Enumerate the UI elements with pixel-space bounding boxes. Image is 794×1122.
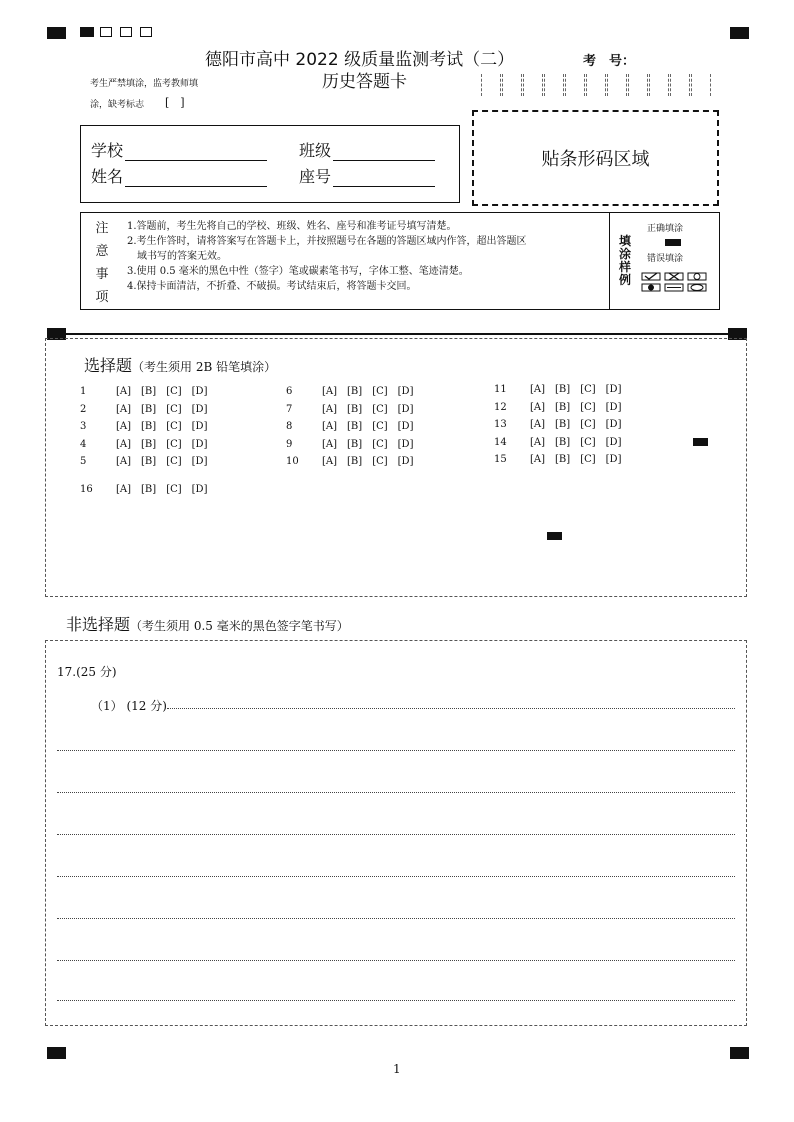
answer-bubble[interactable]: [A] bbox=[116, 403, 132, 415]
exam-number-digit[interactable] bbox=[523, 74, 543, 96]
choice-question-row bbox=[286, 421, 413, 432]
answer-bubble[interactable]: [D] bbox=[605, 454, 622, 465]
answer-bubble[interactable]: [C] bbox=[580, 454, 596, 465]
answer-bubble[interactable]: [C] bbox=[166, 484, 182, 495]
question-number: 1 bbox=[80, 386, 87, 397]
answer-bubble[interactable]: [C] bbox=[166, 403, 182, 415]
choice-title: 选择题 bbox=[84, 356, 133, 375]
question-number: 2 bbox=[80, 403, 87, 415]
answer-line[interactable] bbox=[57, 876, 735, 877]
absent-note-line1: 考生严禁填涂，监考教师填 bbox=[90, 79, 199, 89]
timing-mark bbox=[47, 1047, 66, 1059]
choice-question-row bbox=[494, 419, 621, 430]
answer-bubble[interactable]: [C] bbox=[372, 403, 388, 415]
answer-line[interactable] bbox=[57, 834, 735, 835]
answer-bubble[interactable]: [C] bbox=[580, 401, 596, 413]
exam-number-digit[interactable] bbox=[586, 74, 606, 96]
answer-bubble[interactable]: [A] bbox=[116, 484, 132, 495]
answer-bubble[interactable]: [B] bbox=[555, 454, 571, 465]
question-17-label: 17.(25 分) bbox=[57, 665, 117, 679]
correct-fill-label: 正确填涂 bbox=[647, 224, 684, 234]
answer-line[interactable] bbox=[57, 918, 735, 919]
exam-number-digit[interactable] bbox=[649, 74, 669, 96]
question-number: 14 bbox=[494, 436, 507, 448]
name-label: 姓名 bbox=[91, 167, 124, 186]
answer-bubble[interactable]: [D] bbox=[191, 438, 208, 450]
answer-bubble[interactable]: [A] bbox=[116, 438, 132, 450]
choice-section bbox=[45, 338, 747, 597]
question-number: 10 bbox=[286, 456, 299, 467]
sample-heading: 填 涂 样 例 bbox=[618, 234, 631, 287]
correct-fill-sample bbox=[665, 239, 681, 246]
answer-bubble[interactable]: [C] bbox=[580, 436, 596, 448]
answer-bubble[interactable]: [D] bbox=[191, 403, 208, 415]
answer-bubble[interactable]: [C] bbox=[372, 421, 388, 432]
choice-question-row bbox=[494, 384, 621, 395]
answer-bubble[interactable]: [A] bbox=[530, 436, 546, 448]
answer-bubble[interactable]: [C] bbox=[372, 386, 388, 397]
choice-question-row bbox=[286, 404, 413, 415]
exam-number-digit[interactable] bbox=[481, 74, 501, 96]
answer-bubble[interactable]: [B] bbox=[141, 456, 157, 467]
answer-bubble[interactable]: [B] bbox=[141, 421, 157, 432]
answer-bubble[interactable]: [B] bbox=[347, 421, 363, 432]
question-number: 5 bbox=[80, 456, 87, 467]
answer-bubble[interactable]: [B] bbox=[555, 419, 571, 430]
seat-label: 座号 bbox=[299, 167, 332, 186]
answer-bubble[interactable]: [A] bbox=[322, 456, 338, 467]
absent-note-line2: 涂，缺考标志 bbox=[90, 100, 145, 110]
page-index-box bbox=[100, 27, 112, 37]
answer-bubble[interactable]: [A] bbox=[530, 419, 546, 430]
exam-number-digit[interactable] bbox=[502, 74, 522, 96]
question-number: 4 bbox=[80, 438, 87, 450]
timing-mark bbox=[693, 438, 708, 446]
answer-line[interactable] bbox=[57, 1000, 735, 1001]
choice-note: （考生须用 2B 铅笔填涂） bbox=[132, 360, 277, 374]
answer-bubble[interactable]: [A] bbox=[322, 438, 338, 450]
section-divider bbox=[66, 333, 728, 335]
wrong-fill-samples-icon bbox=[641, 271, 709, 293]
nonchoice-title: 非选择题 bbox=[66, 615, 131, 634]
part-1-label: （1） (12 分) bbox=[91, 699, 167, 713]
notice-list bbox=[127, 219, 611, 294]
answer-bubble[interactable]: [A] bbox=[530, 454, 546, 465]
question-number: 13 bbox=[494, 419, 507, 430]
nonchoice-heading bbox=[66, 612, 349, 635]
answer-bubble[interactable]: [C] bbox=[166, 386, 182, 397]
exam-number-digit[interactable] bbox=[544, 74, 564, 96]
exam-number-label: 考 号： bbox=[583, 54, 636, 69]
answer-bubble[interactable]: [B] bbox=[555, 436, 571, 448]
choice-question-row bbox=[80, 439, 207, 450]
absent-mark-box[interactable]: [ ] bbox=[165, 96, 185, 109]
exam-number-digit[interactable] bbox=[628, 74, 648, 96]
school-field[interactable] bbox=[91, 138, 267, 161]
question-number: 15 bbox=[494, 454, 507, 465]
question-number: 16 bbox=[80, 484, 93, 495]
choice-question-row bbox=[286, 386, 413, 397]
answer-bubble[interactable]: [C] bbox=[166, 421, 182, 432]
answer-bubble[interactable]: [B] bbox=[141, 484, 157, 495]
exam-number-digit[interactable] bbox=[691, 74, 711, 96]
answer-line[interactable] bbox=[57, 750, 735, 751]
notice-item: 域书写的答案无效。 bbox=[127, 251, 227, 262]
answer-bubble[interactable]: [D] bbox=[397, 386, 414, 397]
answer-bubble[interactable]: [C] bbox=[166, 438, 182, 450]
choice-heading bbox=[84, 353, 276, 376]
answer-bubble[interactable]: [C] bbox=[372, 438, 388, 450]
question-number: 8 bbox=[286, 421, 293, 432]
notice-item: 4.保持卡面清洁，不折叠、不破损。考试结束后，将答题卡交回。 bbox=[127, 281, 417, 292]
answer-bubble[interactable]: [A] bbox=[116, 386, 132, 397]
answer-bubble[interactable]: [D] bbox=[605, 419, 622, 430]
question-number: 6 bbox=[286, 386, 293, 397]
answer-bubble[interactable]: [A] bbox=[116, 456, 132, 467]
answer-bubble[interactable]: [B] bbox=[347, 386, 363, 397]
timing-mark bbox=[730, 27, 749, 39]
school-label: 学校 bbox=[91, 141, 124, 160]
page-index-box bbox=[140, 27, 152, 37]
choice-question-row bbox=[286, 439, 413, 450]
notice-item: 1.答题前，考生先将自己的学校、班级、姓名、座号和准考证号填写清楚。 bbox=[127, 221, 457, 232]
answer-line[interactable] bbox=[167, 708, 735, 709]
exam-number-digit[interactable] bbox=[565, 74, 585, 96]
answer-bubble[interactable]: [D] bbox=[397, 438, 414, 450]
answer-line[interactable] bbox=[57, 792, 735, 793]
answer-bubble[interactable]: [D] bbox=[605, 436, 622, 448]
nonchoice-note: （考生须用 0.5 毫米的黑色签字笔书写） bbox=[130, 619, 349, 633]
answer-bubble[interactable]: [D] bbox=[605, 401, 622, 413]
notice-item: 3.使用 0.5 毫米的黑色中性（签字）笔或碳素笔书写，字体工整、笔迹清楚。 bbox=[127, 266, 469, 277]
answer-bubble[interactable]: [A] bbox=[530, 401, 546, 413]
answer-bubble[interactable]: [A] bbox=[322, 421, 338, 432]
notice-item: 2.考生作答时，请将答案写在答题卡上，并按照题号在各题的答题区域内作答，超出答题区 bbox=[127, 236, 527, 247]
answer-bubble[interactable]: [A] bbox=[322, 386, 338, 397]
wrong-fill-label: 错误填涂 bbox=[647, 254, 684, 264]
class-label: 班级 bbox=[299, 141, 332, 160]
notice-box bbox=[80, 212, 720, 310]
choice-question-row bbox=[494, 437, 621, 448]
choice-question-row bbox=[494, 454, 621, 465]
timing-mark bbox=[547, 532, 562, 540]
answer-bubble[interactable]: [D] bbox=[397, 403, 414, 415]
choice-question-row bbox=[80, 386, 207, 397]
seat-field[interactable] bbox=[299, 164, 435, 187]
answer-bubble[interactable]: [A] bbox=[116, 421, 132, 432]
answer-line[interactable] bbox=[57, 960, 735, 961]
answer-bubble[interactable]: [B] bbox=[555, 401, 571, 413]
choice-question-row bbox=[286, 456, 413, 467]
answer-bubble[interactable]: [C] bbox=[580, 419, 596, 430]
answer-bubble[interactable]: [D] bbox=[397, 421, 414, 432]
notice-heading: 注 意 事 项 bbox=[95, 221, 109, 305]
exam-number-digit[interactable] bbox=[670, 74, 690, 96]
answer-bubble[interactable]: [B] bbox=[141, 386, 157, 397]
answer-bubble[interactable]: [A] bbox=[322, 403, 338, 415]
answer-bubble[interactable]: [B] bbox=[141, 403, 157, 415]
page-subtitle: 历史答题卡 bbox=[322, 72, 407, 92]
answer-area-17[interactable] bbox=[45, 640, 747, 1026]
answer-bubble[interactable]: [D] bbox=[191, 386, 208, 397]
answer-bubble[interactable]: [C] bbox=[166, 456, 182, 467]
timing-mark bbox=[80, 27, 94, 37]
student-info-box bbox=[80, 125, 460, 203]
page-index-box bbox=[120, 27, 132, 37]
timing-mark bbox=[730, 1047, 749, 1059]
choice-question-row bbox=[80, 456, 207, 467]
answer-bubble[interactable]: [D] bbox=[191, 421, 208, 432]
answer-bubble[interactable]: [D] bbox=[397, 456, 414, 467]
answer-bubble[interactable]: [B] bbox=[141, 438, 157, 450]
name-field[interactable] bbox=[91, 164, 267, 187]
question-number: 11 bbox=[494, 384, 507, 395]
page-number: 1 bbox=[393, 1062, 401, 1076]
answer-bubble[interactable]: [B] bbox=[347, 438, 363, 450]
choice-question-row bbox=[80, 484, 207, 495]
answer-bubble[interactable]: [D] bbox=[191, 484, 208, 495]
class-field[interactable] bbox=[299, 138, 435, 161]
choice-question-row bbox=[494, 402, 621, 413]
question-number: 9 bbox=[286, 438, 293, 450]
answer-bubble[interactable]: [C] bbox=[372, 456, 388, 467]
answer-bubble[interactable]: [B] bbox=[347, 456, 363, 467]
page-title: 德阳市高中 2022 级质量监测考试（二） bbox=[205, 50, 515, 70]
answer-bubble[interactable]: [C] bbox=[580, 384, 596, 395]
question-number: 12 bbox=[494, 401, 507, 413]
choice-question-row bbox=[80, 421, 207, 432]
exam-number-digit[interactable] bbox=[607, 74, 627, 96]
answer-bubble[interactable]: [B] bbox=[347, 403, 363, 415]
choice-question-row bbox=[80, 404, 207, 415]
answer-bubble[interactable]: [D] bbox=[191, 456, 208, 467]
answer-bubble[interactable]: [D] bbox=[605, 384, 622, 395]
question-number: 3 bbox=[80, 421, 87, 432]
barcode-area: 贴条形码区域 bbox=[472, 110, 719, 206]
timing-mark bbox=[47, 27, 66, 39]
answer-bubble[interactable]: [A] bbox=[530, 384, 546, 395]
question-number: 7 bbox=[286, 403, 293, 415]
answer-bubble[interactable]: [B] bbox=[555, 384, 571, 395]
